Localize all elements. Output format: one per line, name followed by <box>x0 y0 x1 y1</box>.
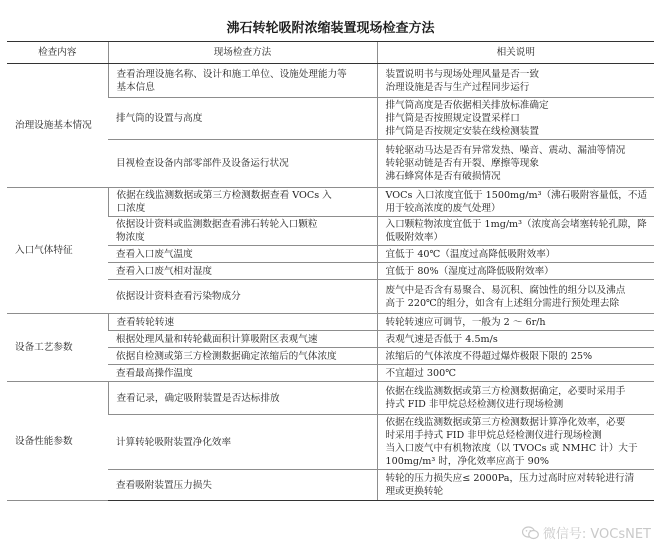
cell-line: 转轮转速应可调节，一般为 2 ～ 6r/h <box>385 316 546 328</box>
table-row <box>7 314 654 331</box>
cell-line: 转轮驱动马达是否有异常发热、噪音、震动、漏油等情况 <box>385 145 626 156</box>
cell-line: 宜低于 80%（湿度过高降低吸附效率） <box>385 265 554 277</box>
cell-line: 转轮驱动链是否有开裂、摩擦等现象 <box>385 158 539 169</box>
cell-line: 依据在线监测数据或第三方检测数据查看 VOCs 入 <box>116 190 332 201</box>
method-cell <box>108 98 377 140</box>
cell-line: 根据处理风量和转轮截面积计算吸附区表观气速 <box>116 333 318 345</box>
cell-line: 废气中是否含有易聚合、易沉积、腐蚀性的组分以及沸点 <box>385 284 626 296</box>
wechat-icon <box>522 526 539 540</box>
table-row <box>7 188 654 217</box>
cell-line: 100mg/m³ 时，净化效率应高于 90% <box>385 456 549 467</box>
method-cell <box>108 314 377 331</box>
cell-line: 浓缩后的气体浓度不得超过爆炸极限下限的 25% <box>385 350 593 362</box>
cell-line: 口浓度 <box>116 203 146 214</box>
method-cell <box>108 64 377 98</box>
description-cell <box>377 140 654 188</box>
cell-line: 依据在线监测数据或第三方检测数据计算净化效率，必要 <box>385 417 626 428</box>
header-row <box>7 42 654 64</box>
description-cell <box>377 280 654 314</box>
cell-line: 入口颗粒物浓度宜低于 1mg/m³（浓度高会堵塞转轮孔隙，降 <box>385 219 647 230</box>
cell-line: 查看记录，确定吸附装置是否达标排放 <box>116 392 280 404</box>
cell-line: 高于 220℃的组分，如含有上述组分需进行预处理去除 <box>385 297 620 309</box>
method-cell <box>108 470 377 501</box>
description-cell <box>377 98 654 140</box>
description-cell <box>377 263 654 280</box>
cell-line: 排气筒是否按照规定设置采样口 <box>385 113 520 124</box>
category-cell: 入口气体特征 <box>7 188 108 314</box>
header-cell: 检查内容 <box>7 42 108 64</box>
method-cell <box>108 188 377 217</box>
cell-line: 不宜超过 300℃ <box>385 367 456 379</box>
method-cell <box>108 217 377 246</box>
description-cell <box>377 382 654 415</box>
cell-line: 查看最高操作温度 <box>116 367 193 379</box>
category-cell: 设备性能参数 <box>7 382 108 501</box>
description-cell <box>377 246 654 263</box>
method-cell <box>108 331 377 348</box>
cell-line: 目视检查设备内部零部件及设备运行状况 <box>116 158 289 169</box>
cell-line: 查看转轮转速 <box>116 316 175 328</box>
method-cell <box>108 415 377 470</box>
method-cell <box>108 140 377 188</box>
cell-line: VOCs 入口浓度宜低于 1500mg/m³（沸石吸附容量低，不适 <box>385 190 648 201</box>
description-cell <box>377 217 654 246</box>
category-cell: 设备工艺参数 <box>7 314 108 382</box>
cell-line: 治理设施是否与生产过程同步运行 <box>385 81 530 93</box>
cell-line: 理或更换转轮 <box>385 486 444 497</box>
cell-line: 依据设计资料或监测数据查看沸石转轮入口颗粒 <box>116 219 318 230</box>
cell-line: 用于较高浓度的废气处理） <box>385 203 501 214</box>
description-cell <box>377 64 654 98</box>
description-cell <box>377 348 654 365</box>
inspection-table <box>7 41 654 501</box>
method-cell <box>108 263 377 280</box>
cell-line: 排气筒高度是否依据相关排放标准确定 <box>385 100 549 111</box>
cell-line: 持式 FID 非甲烷总烃检测仪进行现场检测 <box>385 399 564 410</box>
table-row <box>7 64 654 98</box>
description-cell <box>377 470 654 501</box>
method-cell <box>108 280 377 314</box>
cell-line: 查看入口废气相对湿度 <box>116 265 212 277</box>
cell-line: 时采用手持式 FID 非甲烷总烃检测仪进行现场检测 <box>385 430 602 441</box>
cell-line: 低吸附效率） <box>385 232 444 243</box>
method-cell <box>108 246 377 263</box>
method-cell <box>108 382 377 415</box>
cell-line: 排气筒的设置与高度 <box>116 113 203 124</box>
cell-line: 查看入口废气温度 <box>116 248 193 260</box>
cell-line: 查看治理设施名称、设计和施工单位、设施处理能力等 <box>116 68 347 80</box>
description-cell <box>377 365 654 382</box>
cell-line: 查看吸附装置压力损失 <box>116 479 212 491</box>
cell-line: 计算转轮吸附装置净化效率 <box>116 436 232 448</box>
description-cell <box>377 188 654 217</box>
header-cell: 相关说明 <box>377 42 654 64</box>
description-cell <box>377 415 654 470</box>
cell-line: 装置说明书与现场处理风量是否一致 <box>385 68 539 80</box>
cell-line: 依据自检测或第三方检测数据确定浓缩后的气体浓度 <box>116 350 337 362</box>
watermark-text: 微信号: VOCsNET <box>542 527 651 542</box>
method-cell <box>108 348 377 365</box>
header-cell: 现场检查方法 <box>108 42 377 64</box>
cell-line: 基本信息 <box>116 81 155 93</box>
description-cell <box>377 314 654 331</box>
cell-line: 表观气速是否低于 4.5m/s <box>385 333 498 345</box>
description-cell <box>377 331 654 348</box>
table-row <box>7 382 654 415</box>
table-title: 沸石转轮吸附浓缩装置现场检查方法 <box>226 21 435 36</box>
cell-line: 物浓度 <box>116 232 145 243</box>
cell-line: 依据在线监测数据或第三方检测数据确定，必要时采用手 <box>385 386 626 397</box>
cell-line: 宜低于 40℃（温度过高降低吸附效率） <box>385 248 556 260</box>
cell-line: 当入口废气中有机物浓度（以 TVOCs 或 NMHC 计）大于 <box>385 443 638 454</box>
watermark <box>522 523 651 542</box>
category-cell: 治理设施基本情况 <box>7 64 108 188</box>
cell-line: 依据设计资料查看污染物成分 <box>116 291 241 302</box>
cell-line: 转轮的压力损失应≤ 2000Pa，压力过高时应对转轮进行清 <box>385 473 635 484</box>
cell-line: 沸石蜂窝体是否有破损情况 <box>385 171 501 182</box>
method-cell <box>108 365 377 382</box>
cell-line: 排气筒是否按规定安装在线检测装置 <box>385 126 539 137</box>
